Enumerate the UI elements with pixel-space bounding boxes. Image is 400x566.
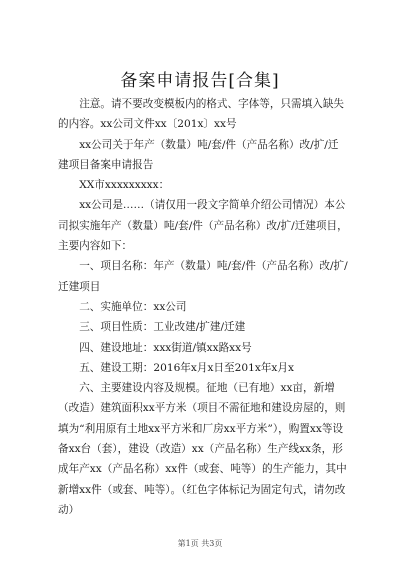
company-intro-paragraph: xx公司是……（请仅用一段文字简单介绍公司情况）本公司拟实施年产（数量）吨/套/件（产品名称）改/扩/迁建项目，主要内容如下： bbox=[58, 199, 348, 253]
report-subject-paragraph: xx公司关于年产（数量）吨/套/件（产品名称）改/扩/迁建项目备案申请报告 bbox=[58, 138, 339, 171]
construction-period-item: 五、建设工期：2016年x月x日至201x年x月x bbox=[79, 361, 294, 374]
document-body bbox=[58, 94, 348, 520]
salutation-paragraph: XX市xxxxxxxxx： bbox=[79, 179, 170, 192]
project-nature-item: 三、项目性质：工业改建/扩建/迁建 bbox=[79, 321, 246, 334]
page-number-footer: 第1页 共3页 bbox=[177, 539, 223, 548]
project-name-item: 一、项目名称：年产（数量）吨/套/件（产品名称）改/扩/迁建项目 bbox=[58, 260, 348, 293]
notice-paragraph: 注意。请不要改变模板内的格式、字体等，只需填入缺失的内容。xx公司文件xx〔201x〕xx号 bbox=[58, 98, 345, 131]
construction-content-item: 六、主要建设内容及规模。征地（已有地）xx亩，新增（改造）建筑面积xx平方米（项目不需征地和建设房屋的，则填为“利用原有土地xx平方米和厂房xx平方米”），购置xx等设备xx台（套），建设（改造）xx（产品名称）生产线xx条，形成年产xx（产品名称）xx件（或套、吨等）的生产能力，其中新增xx件（或套、吨等）。（红色字体标记为固定句式，请勿改动） bbox=[58, 382, 347, 516]
construction-address-item: 四、建设地址：xxx街道/镇xx路xx号 bbox=[79, 341, 252, 354]
document-title: 备案申请报告[合集] bbox=[120, 71, 280, 91]
implementing-unit-item: 二、实施单位：xx公司 bbox=[79, 300, 187, 313]
